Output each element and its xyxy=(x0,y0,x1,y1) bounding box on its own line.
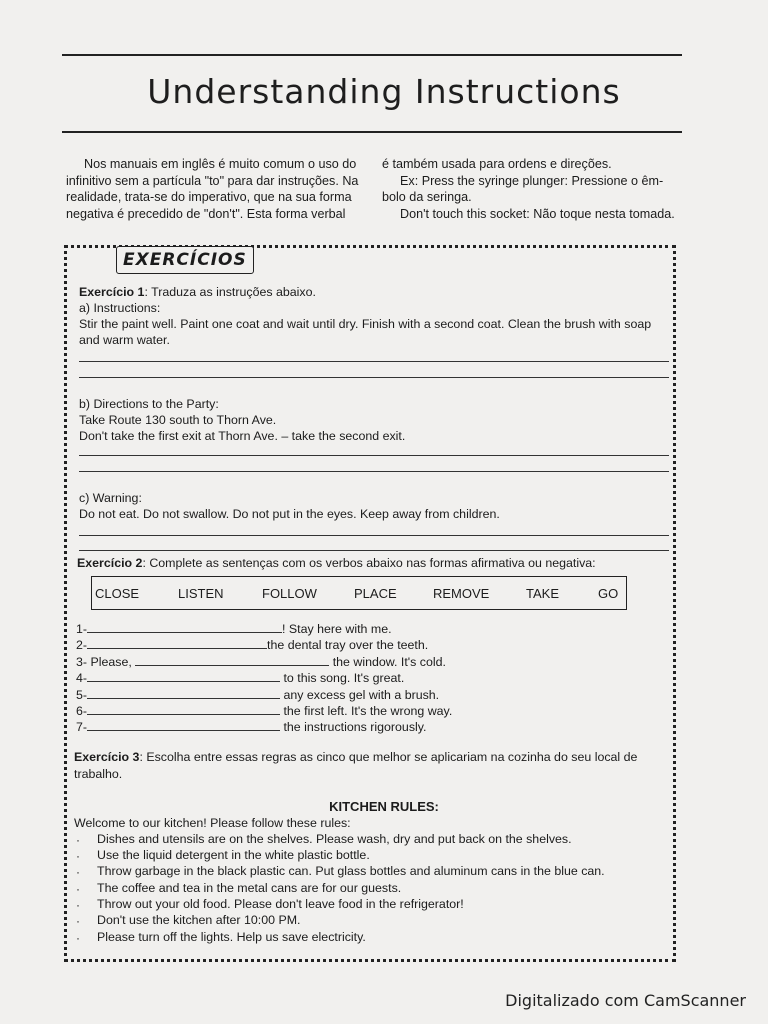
ex3-heading-label: Exercício 3 xyxy=(74,750,140,764)
bullet-icon: · xyxy=(76,865,80,879)
top-rule xyxy=(62,54,682,56)
ex1-heading-label: Exercício 1 xyxy=(79,285,145,299)
kitchen-rules-title: KITCHEN RULES: xyxy=(329,799,439,814)
answer-line xyxy=(79,455,669,456)
item-text: ! Stay here with me. xyxy=(282,622,392,636)
rule-item: The coffee and tea in the metal cans are for our guests. xyxy=(97,881,402,895)
ex2-item-1 xyxy=(76,620,392,638)
bullet-icon: · xyxy=(76,931,80,945)
ex2-item-5 xyxy=(76,686,439,704)
ex3-heading xyxy=(74,750,637,766)
intro-right-line: Don't touch this socket: Não toque nesta tomada. xyxy=(400,206,675,221)
intro-right-line: Ex: Press the syringe plunger: Pressione o êm- xyxy=(400,173,664,188)
answer-line xyxy=(79,550,669,551)
bullet-icon: · xyxy=(76,882,80,896)
rule-item: Throw garbage in the black plastic can. Put glass bottles and aluminum cans in the blue can. xyxy=(97,864,605,878)
verb-listen: LISTEN xyxy=(178,586,224,601)
rule-item: Use the liquid detergent in the white plastic bottle. xyxy=(97,848,370,862)
verb-place: PLACE xyxy=(354,586,397,601)
answer-line xyxy=(79,535,669,536)
bullet-icon: · xyxy=(76,833,80,847)
ex1-b-line2: Don't take the first exit at Thorn Ave. – take the second exit. xyxy=(79,429,406,443)
rule-item: Please turn off the lights. Help us save electricity. xyxy=(97,930,366,944)
ex2-item-3 xyxy=(76,653,446,671)
intro-left-line: negativa é precedido de "don't". Esta forma verbal xyxy=(66,206,346,221)
blank-field[interactable] xyxy=(135,653,329,666)
intro-column-right xyxy=(382,156,682,222)
item-text: to this song. It's great. xyxy=(280,671,405,685)
intro-right-line: bolo da seringa. xyxy=(382,190,472,204)
item-number: 7- xyxy=(76,720,88,734)
ex2-item-4 xyxy=(76,669,404,687)
verb-close: CLOSE xyxy=(95,586,140,601)
item-text: any excess gel with a brush. xyxy=(280,688,440,702)
blank-field[interactable] xyxy=(87,718,280,731)
item-number: 2- xyxy=(76,638,88,652)
camscanner-watermark: Digitalizado com CamScanner xyxy=(505,991,746,1010)
verb-follow: FOLLOW xyxy=(262,586,317,601)
intro-column-left xyxy=(66,156,371,222)
blank-field[interactable] xyxy=(87,669,280,682)
verb-take: TAKE xyxy=(526,586,559,601)
bullet-icon: · xyxy=(76,914,80,928)
answer-line xyxy=(79,377,669,378)
ex1-b-line1: Take Route 130 south to Thorn Ave. xyxy=(79,413,277,427)
item-text: the window. It's cold. xyxy=(329,655,446,669)
ex3-heading-text: : Escolha entre essas regras as cinco que melhor se aplicariam na cozinha do seu local de xyxy=(139,750,638,764)
bullet-icon: · xyxy=(76,898,80,912)
blank-field[interactable] xyxy=(87,686,280,699)
rule-item: Throw out your old food. Please don't leave food in the refrigerator! xyxy=(97,897,464,911)
ex1-a-label: a) Instructions: xyxy=(79,301,161,315)
ex1-a-line1: Stir the paint well. Paint one coat and wait until dry. Finish with a second coat. Clean the brush with soap xyxy=(79,317,652,331)
item-number: 3- xyxy=(76,655,88,669)
intro-right-line: é também usada para ordens e direções. xyxy=(382,157,612,171)
ex2-heading-label: Exercício 2 xyxy=(77,556,143,570)
verb-go: GO xyxy=(598,586,619,601)
title-underline xyxy=(62,131,682,133)
item-number: 4- xyxy=(76,671,88,685)
page-title: Understanding Instructions xyxy=(147,72,621,111)
rule-item: Dishes and utensils are on the shelves. Please wash, dry and put back on the shelves. xyxy=(97,832,572,846)
item-text: the dental tray over the teeth. xyxy=(267,638,429,652)
item-number: 6- xyxy=(76,704,88,718)
item-number: 5- xyxy=(76,688,88,702)
ex2-heading-text: : Complete as sentenças com os verbos abaixo nas formas afirmativa ou negativa: xyxy=(142,556,596,570)
ex2-item-2 xyxy=(76,636,428,654)
ex1-c-line1: Do not eat. Do not swallow. Do not put in the eyes. Keep away from children. xyxy=(79,507,500,521)
ex2-item-7 xyxy=(76,718,427,736)
exercicios-badge: EXERCÍCIOS xyxy=(116,246,254,274)
blank-field[interactable] xyxy=(87,702,280,715)
intro-left-line: realidade, trata-se do imperativo, que na sua forma xyxy=(66,190,352,204)
ex1-heading-text: : Traduza as instruções abaixo. xyxy=(144,285,316,299)
verb-remove: REMOVE xyxy=(433,586,490,601)
ex3-heading-cont: trabalho. xyxy=(74,767,123,781)
ex2-item-6 xyxy=(76,702,452,720)
item-prefix: Please, xyxy=(87,655,132,669)
item-number: 1- xyxy=(76,622,88,636)
ex2-heading xyxy=(77,556,596,572)
answer-line xyxy=(79,361,669,362)
blank-field[interactable] xyxy=(87,620,282,633)
ex1-a-line2: and warm water. xyxy=(79,333,170,347)
bullet-icon: · xyxy=(76,849,80,863)
item-text: the first left. It's the wrong way. xyxy=(280,704,453,718)
item-text: the instructions rigorously. xyxy=(280,720,427,734)
answer-line xyxy=(79,471,669,472)
intro-left-line: Nos manuais em inglês é muito comum o uso do xyxy=(84,157,357,171)
kitchen-welcome: Welcome to our kitchen! Please follow these rules: xyxy=(74,816,351,830)
intro-left-line: infinitivo sem a partícula "to" para dar instruções. Na xyxy=(66,173,359,188)
rule-item: Don't use the kitchen after 10:00 PM. xyxy=(97,913,301,927)
ex1-heading xyxy=(79,285,316,301)
ex1-b-label: b) Directions to the Party: xyxy=(79,397,219,411)
ex1-c-label: c) Warning: xyxy=(79,491,142,505)
blank-field[interactable] xyxy=(87,636,267,649)
